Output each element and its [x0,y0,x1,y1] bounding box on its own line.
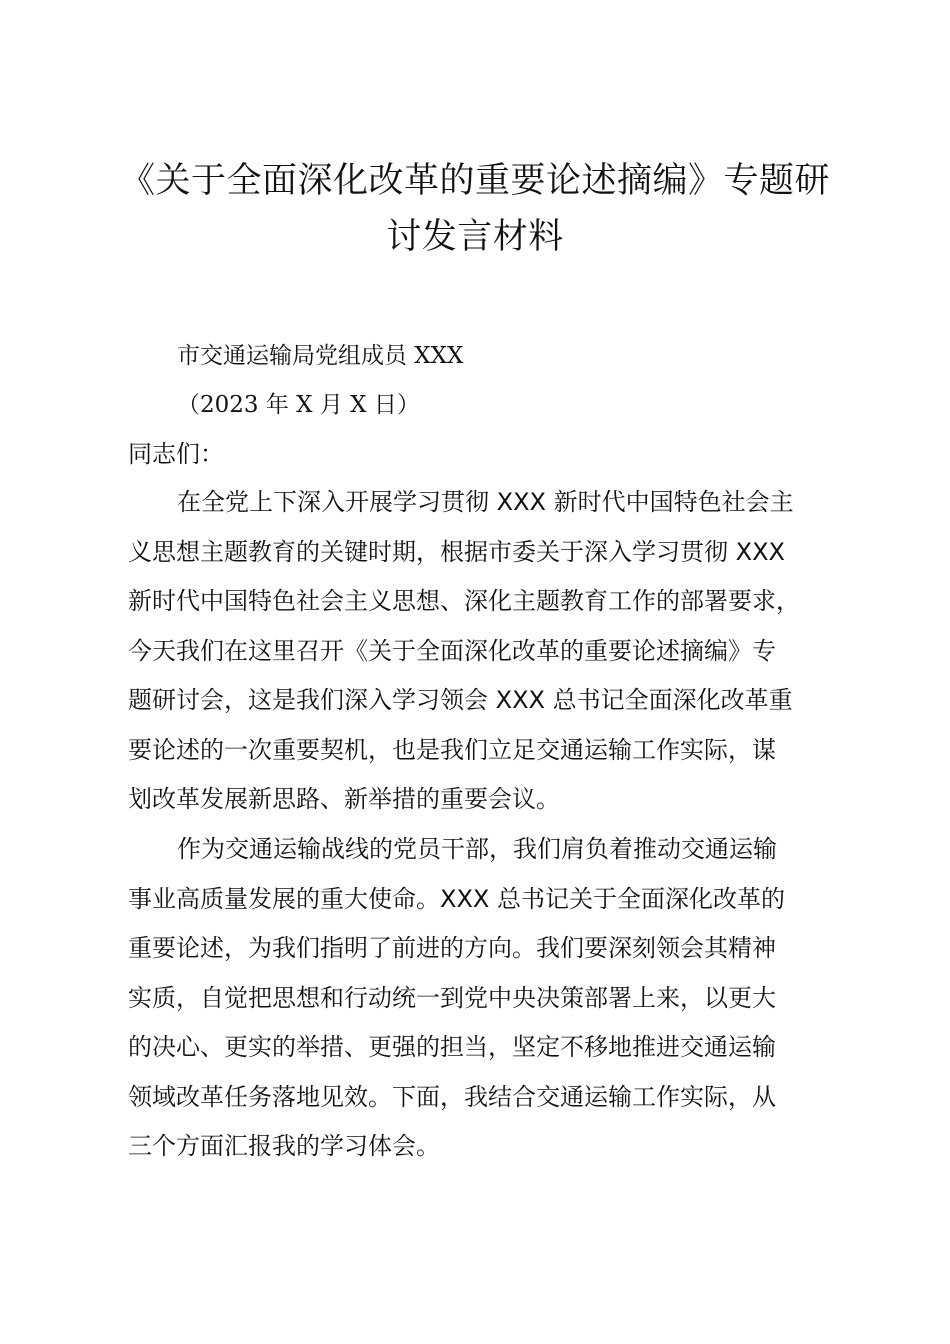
paragraph-line: 义思想主题教育的关键时期，根据市委关于深入学习贯彻 XXX [128,537,785,566]
paragraph-line: 要论述的一次重要契机，也是我们立足交通运输工作实际，谋 [128,735,776,764]
paragraph-line: 事业高质量发展的重大使命。XXX 总书记关于全面深化改革的 [128,884,785,913]
document-title [110,153,840,265]
salutation: 同志们： [128,440,224,468]
paragraph-line: 的决心、更实的举措、更强的担当，坚定不移地推进交通运输 [128,1033,776,1061]
author-line: 市交通运输局党组成员 XXX [177,343,464,369]
paragraph-2 [128,825,828,1172]
paragraph-line: 今天我们在这里召开《关于全面深化改革的重要论述摘编》专 [128,636,776,665]
paragraph-line: 题研讨会，这是我们深入学习领会 XXX 总书记全面深化改革重 [128,686,793,714]
paragraph-line: 重要论述，为我们指明了前进的方向。我们要深刻领会其精神 [128,934,776,962]
paragraph-line: 新时代中国特色社会主义思想、深化主题教育工作的部署要求， [128,587,800,615]
paragraph-line: 实质，自觉把思想和行动统一到党中央决策部署上来，以更大 [128,983,776,1012]
title-line: 《关于全面深化改革的重要论述摘编》专题研 [119,161,830,201]
paragraph-line: 作为交通运输战线的党员干部，我们肩负着推动交通运输 [177,835,777,863]
title-line: 讨发言材料 [386,217,564,257]
paragraph-line: 领域改革任务落地见效。下面，我结合交通运输工作实际，从 [128,1082,776,1111]
paragraph-1 [128,478,828,825]
paragraph-line: 在全党上下深入开展学习贯彻 XXX 新时代中国特色社会主 [177,488,794,516]
paragraph-line: 划改革发展新思路、新举措的重要会议。 [128,785,560,813]
paragraph-line: 三个方面汇报我的学习体会。 [128,1132,440,1160]
date-line: （2023 年 X 月 X 日） [177,392,420,418]
